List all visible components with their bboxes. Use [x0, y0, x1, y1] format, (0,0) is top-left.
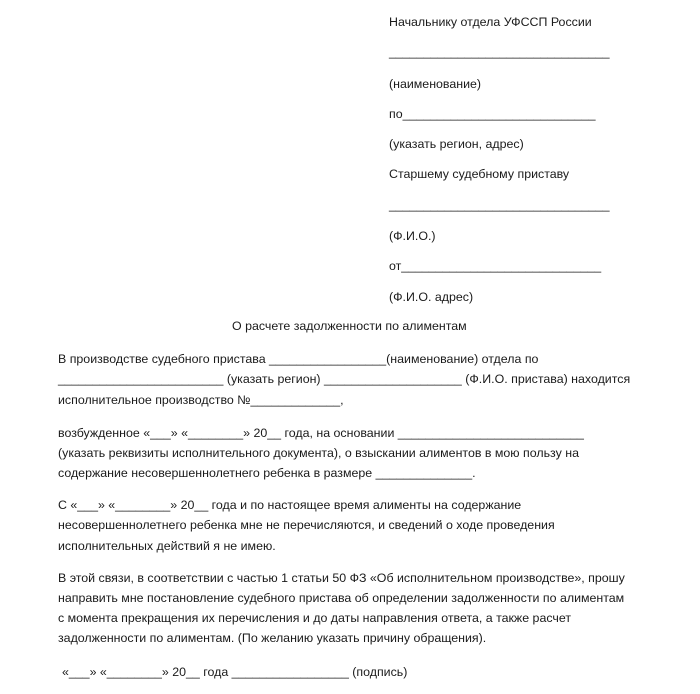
- paragraph-4-line-4: задолженности по алиментам. (По желанию указать причину обращения).: [58, 631, 487, 645]
- addressee-line-3: (наименование): [389, 77, 482, 91]
- paragraph-1-line-2: ________________________ (указать регион) ____________________ (Ф.И.О. пристава) находится: [58, 372, 631, 386]
- addressee-line-2: ________________________________: [389, 45, 610, 59]
- addressee-line-5: (указать регион, адрес): [389, 137, 524, 151]
- paragraph-4-line-1: В этой связи, в соответствии с частью 1 статьи 50 ФЗ «Об исполнительном производстве», прошу: [58, 571, 625, 585]
- paragraph-3-line-1: С «___» «________» 20__ года и по настоящее время алименты на содержание: [58, 498, 522, 512]
- addressee-line-6: Старшему судебному приставу: [389, 167, 570, 181]
- addressee-line-7: ________________________________: [389, 198, 610, 212]
- paragraph-4-line-3: с момента прекращения их перечисления и до даты направления ответа, а также расчет: [58, 611, 572, 625]
- addressee-line-8: (Ф.И.О.): [389, 229, 436, 243]
- paragraph-1-line-1: В производстве судебного пристава _________________(наименование) отдела по: [58, 352, 539, 366]
- paragraph-3-line-3: исполнительных действий я не имею.: [58, 539, 276, 553]
- addressee-line-4: по____________________________: [389, 107, 596, 121]
- paragraph-1-line-3: исполнительное производство №_____________,: [58, 393, 344, 407]
- paragraph-2-line-2: (указать реквизиты исполнительного документа), о взыскании алиментов в мою пользу на: [58, 446, 579, 460]
- paragraph-4-line-2: направить мне постановление судебного пристава об определении задолженности по алиментам: [58, 591, 625, 605]
- document-title: О расчете задолженности по алиментам: [232, 319, 467, 333]
- addressee-line-1: Начальнику отдела УФССП России: [389, 15, 592, 29]
- paragraph-2-line-3: содержание несовершеннолетнего ребенка в размере ______________.: [58, 466, 476, 480]
- signature-line: «___» «________» 20__ года _________________ (подпись): [62, 665, 408, 679]
- addressee-line-9: от_____________________________: [389, 259, 602, 273]
- addressee-line-10: (Ф.И.О. адрес): [389, 290, 474, 304]
- paragraph-2-line-1: возбужденное «___» «________» 20__ года, на основании ___________________________: [58, 426, 584, 440]
- paragraph-3-line-2: несовершеннолетнего ребенка мне не перечисляются, и сведений о ходе проведения: [58, 518, 555, 532]
